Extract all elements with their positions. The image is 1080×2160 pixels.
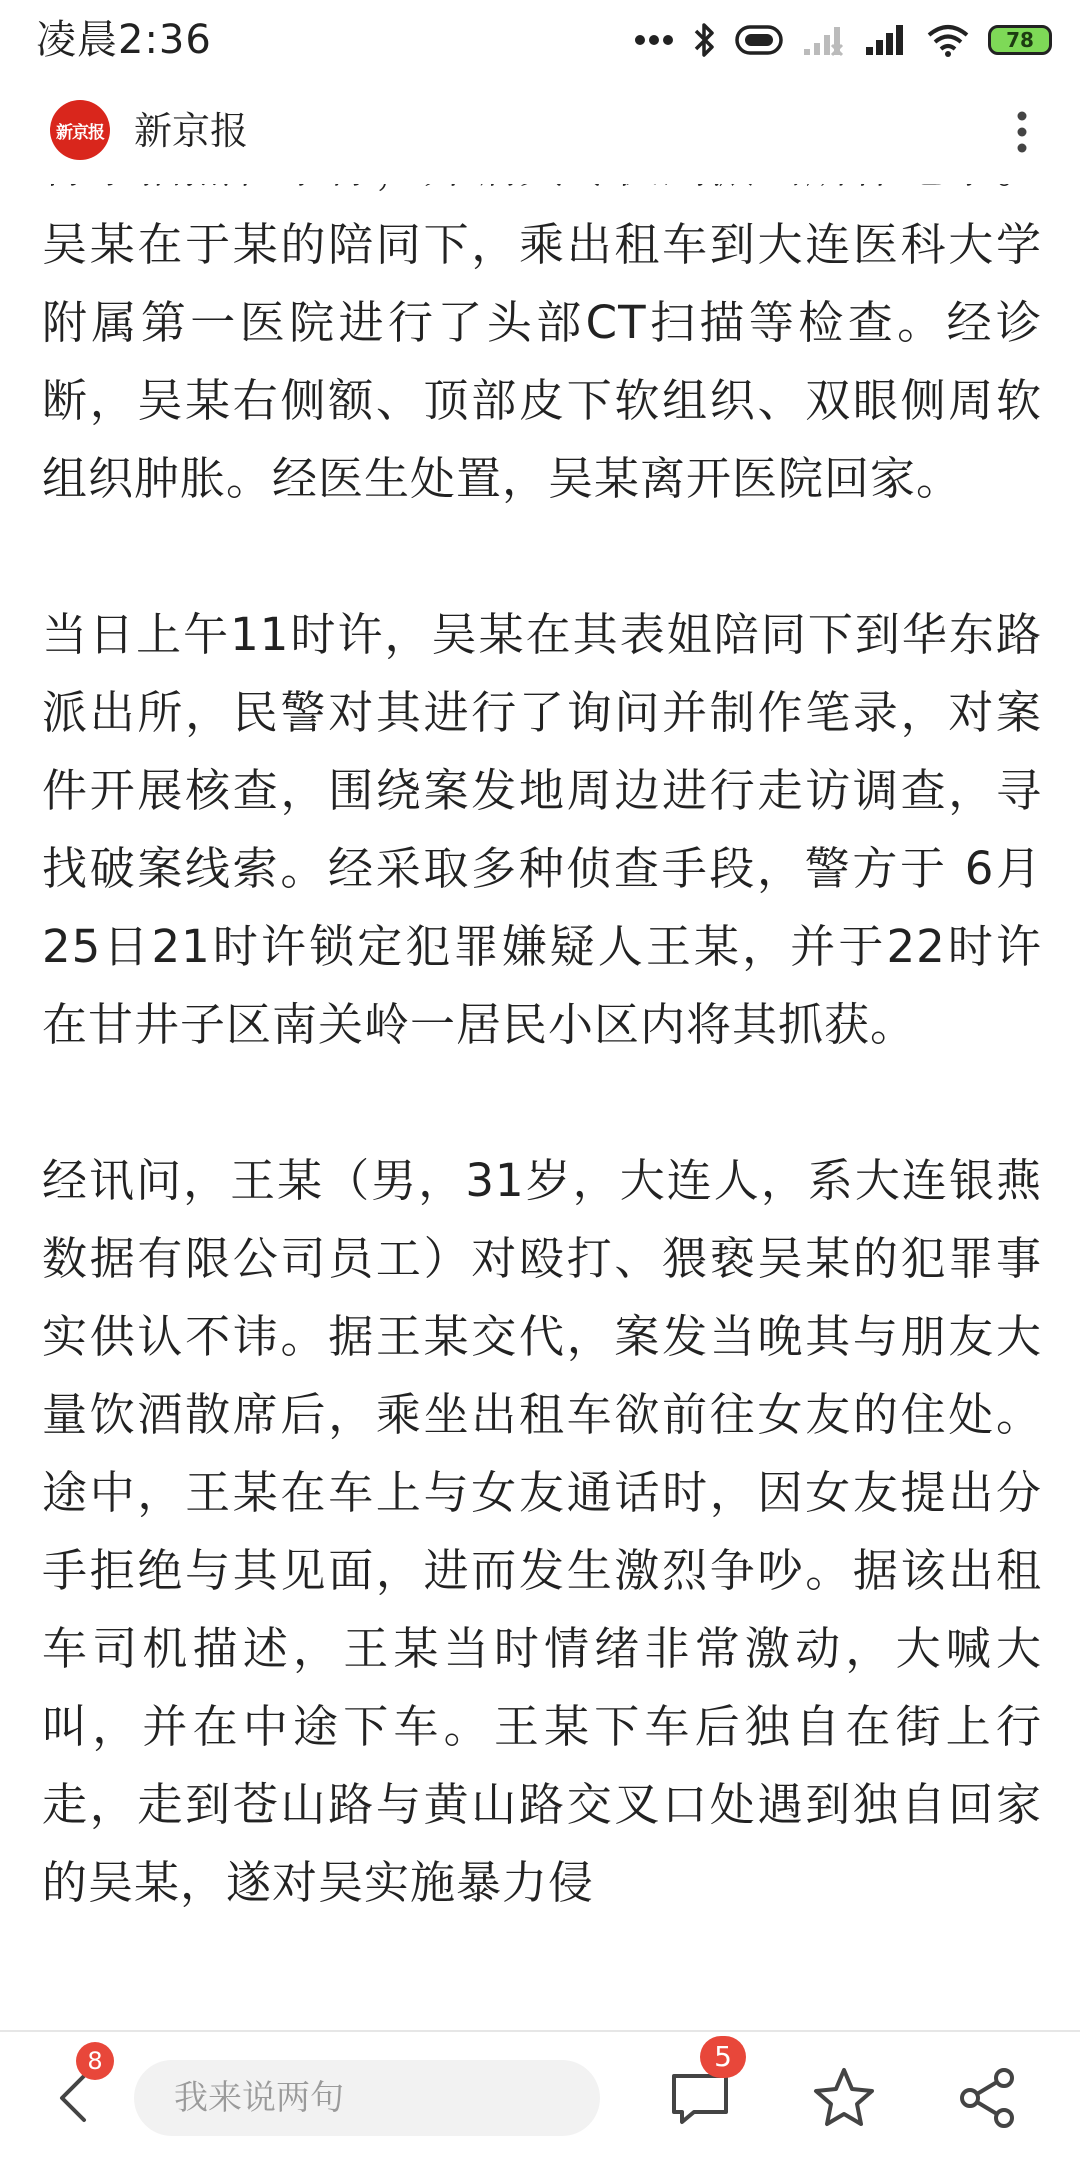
status-bar <box>0 0 1080 80</box>
battery-icon <box>988 25 1052 55</box>
wifi-icon <box>926 23 970 57</box>
publisher-logo[interactable] <box>50 100 110 160</box>
comment-input[interactable] <box>134 2060 600 2136</box>
comments-count-badge: 5 <box>700 2036 746 2078</box>
more-dots-icon <box>634 34 674 46</box>
signal-weak-icon <box>802 23 846 57</box>
back-count-badge: 8 <box>76 2042 114 2080</box>
bluetooth-icon <box>692 21 716 59</box>
logo-text: 新京报 <box>56 122 104 143</box>
article-paragraph: 当日上午11时许，吴某在其表姐陪同下到华东路派出所，民警对其进行了询问并制作笔录，对案件开展核查，围绕案发地周边进行走访调查，寻找破案线索。经采取多种侦查手段，警方于 6月25日21时许锁定犯罪嫌疑人王某，并于22时许在甘井子区南关岭一居民小区内将其抓获。 <box>42 608 1042 1051</box>
status-icons <box>634 18 1052 62</box>
status-time: 凌晨2:36 <box>36 17 212 63</box>
more-options-button[interactable] <box>994 104 1050 160</box>
article-paragraph: 经讯问，王某（男，31岁，大连人，系大连银燕数据有限公司员工）对殴打、猥亵吴某的犯罪事实供认不讳。据王某交代，案发当晚其与朋友大量饮酒散席后，乘坐出租车欲前往女友的住处。途中，王某在车上与女友通话时，因女友提出分手拒绝与其见面，进而发生激烈争吵。据该出租车司机描述，王某当时情绪非常激动，大喊大叫，并在中途下车。王某下车后独自在街上行走，走到苍山路与黄山路交叉口处遇到独自回家的吴某，遂对吴实施暴力侵 <box>42 1154 1042 1909</box>
signal-icon <box>864 23 908 57</box>
more-vertical-icon <box>1016 110 1028 154</box>
vibrate-icon <box>734 24 784 56</box>
share-icon <box>952 2062 1024 2134</box>
bottom-action-bar <box>0 2030 1080 2160</box>
star-icon <box>808 2062 880 2134</box>
article-body <box>42 172 1042 2030</box>
article-paragraph: 吴某在于某的陪同下，乘出租车到大连医科大学附属第一医院进行了头部CT扫描等检查。经诊断，吴某右侧额、顶部皮下软组织、双眼侧周软组织肿胀。经医生处置，吴某离开医院回家。 <box>42 218 1042 505</box>
share-button[interactable] <box>952 2062 1024 2134</box>
favorite-button[interactable] <box>808 2062 880 2134</box>
app-header <box>0 80 1080 184</box>
publisher-name[interactable]: 新京报 <box>134 109 249 153</box>
battery-level: 78 <box>1006 28 1034 52</box>
